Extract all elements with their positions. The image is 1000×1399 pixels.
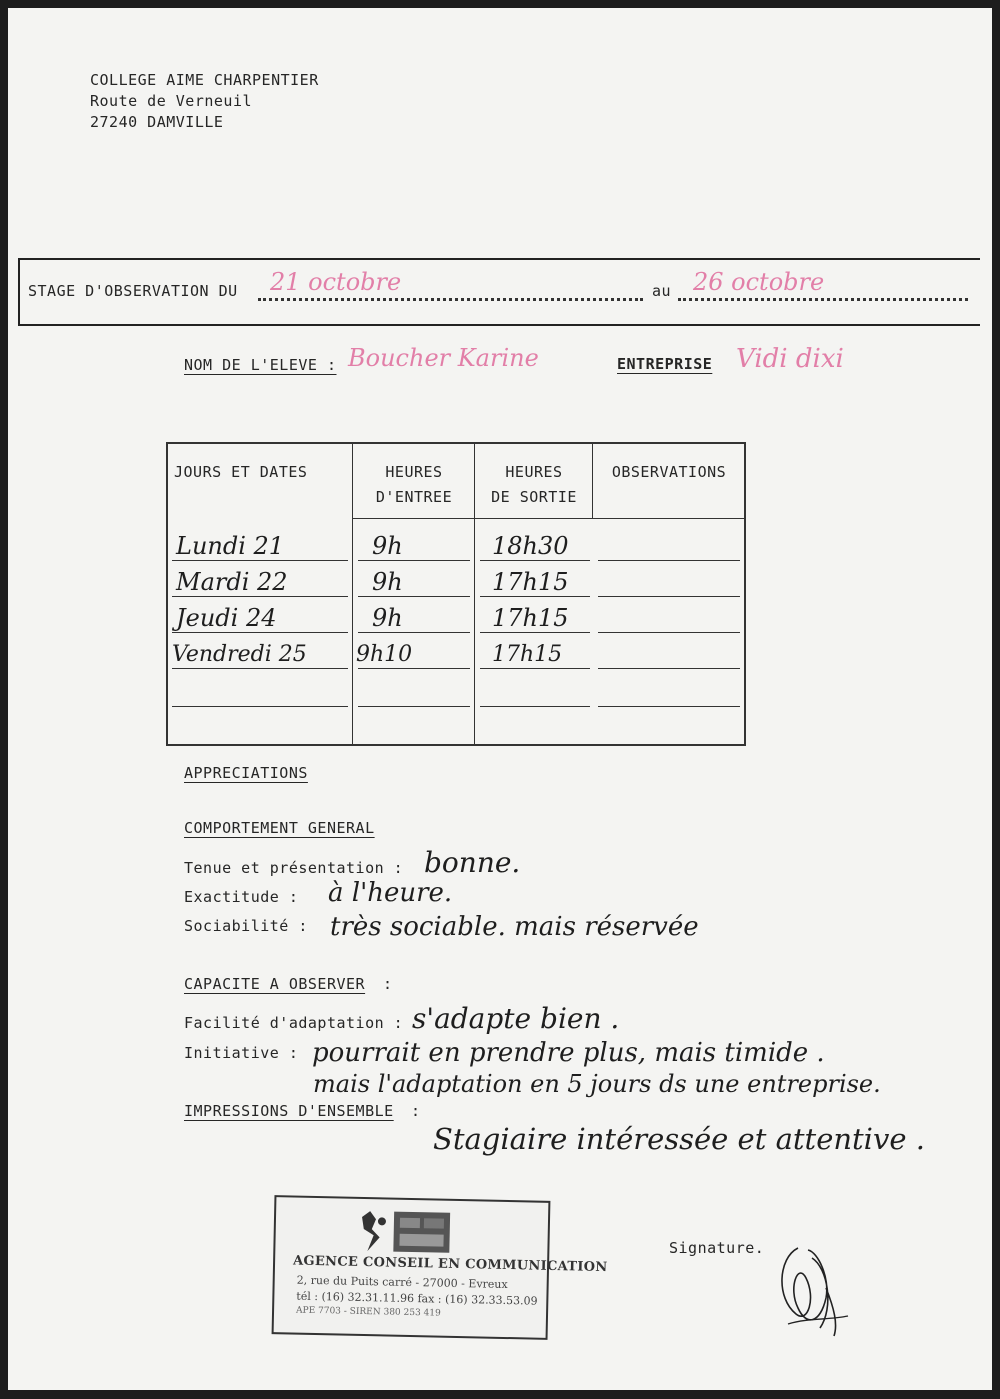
row-3-in: 9h	[372, 604, 403, 632]
facilite-value: s'adapte bien .	[412, 1002, 620, 1035]
row-rule	[172, 596, 348, 597]
table-column-divider	[592, 444, 593, 518]
schedule-table	[166, 442, 746, 746]
company-label: ENTREPRISE	[617, 355, 713, 373]
row-rule	[480, 632, 590, 633]
period-from-label: STAGE D'OBSERVATION DU	[28, 282, 238, 300]
initiative-value-line2: mais l'adaptation en 5 jours ds une entreprise.	[313, 1070, 881, 1098]
tenue-label: Tenue et présentation :	[184, 859, 404, 877]
tenue-value: bonne.	[424, 846, 521, 879]
period-to-date: 26 octobre	[693, 268, 825, 296]
school-name: COLLEGE AIME CHARPENTIER	[90, 71, 319, 89]
row-2-day: Mardi 22	[176, 568, 288, 596]
appreciations-title: APPRECIATIONS	[184, 764, 308, 782]
table-column-divider	[474, 444, 475, 744]
row-rule	[480, 560, 590, 561]
period-from-date: 21 octobre	[270, 268, 402, 296]
handwritten-signature	[768, 1228, 858, 1338]
header-observations: OBSERVATIONS	[611, 463, 727, 481]
row-rule	[358, 706, 470, 707]
period-to-dotted-line	[678, 298, 968, 301]
document-page	[8, 8, 992, 1390]
row-4-in: 9h10	[356, 642, 413, 667]
row-2-in: 9h	[372, 568, 403, 596]
row-rule	[358, 668, 470, 669]
row-rule	[480, 668, 590, 669]
row-1-in: 9h	[372, 532, 403, 560]
row-2-out: 17h15	[492, 568, 569, 596]
row-rule	[172, 706, 348, 707]
header-heures-entree: HEURES D'ENTREE	[375, 463, 453, 506]
school-street: Route de Verneuil	[90, 92, 253, 110]
initiative-value-line1: pourrait en prendre plus, mais timide .	[312, 1038, 825, 1068]
row-rule	[598, 706, 740, 707]
company-value: Vidi dixi	[736, 344, 844, 374]
general-behaviour-title: COMPORTEMENT GENERAL	[184, 819, 375, 837]
stamp-logo-icon	[355, 1207, 456, 1259]
row-3-day: Jeudi 24	[176, 604, 277, 632]
header-jours-dates: JOURS ET DATES	[174, 463, 308, 481]
sociabilite-value: très sociable. mais réservée	[330, 912, 699, 942]
sociabilite-label: Sociabilité :	[184, 917, 308, 935]
student-name-label: NOM DE L'ELEVE :	[184, 356, 337, 374]
row-3-out: 17h15	[492, 604, 569, 632]
row-rule	[172, 632, 348, 633]
row-rule	[358, 596, 470, 597]
capacite-colon: :	[383, 975, 393, 993]
student-name-value: Boucher Karine	[348, 344, 539, 372]
row-rule	[172, 668, 348, 669]
stamp-company-name: AGENCE CONSEIL EN COMMUNICATION	[292, 1253, 608, 1276]
impressions-value: Stagiaire intéressée et attentive .	[433, 1122, 925, 1156]
exactitude-value: à l'heure.	[328, 878, 453, 908]
initiative-label: Initiative :	[184, 1044, 299, 1062]
row-rule	[358, 560, 470, 561]
stamp-siren: APE 7703 - SIREN 380 253 419	[295, 1305, 441, 1319]
period-from-dotted-line	[258, 298, 643, 301]
stamp-address: 2, rue du Puits carré - 27000 - Evreux	[296, 1273, 508, 1292]
row-rule	[598, 668, 740, 669]
row-rule	[598, 596, 740, 597]
row-4-out: 17h15	[492, 642, 563, 667]
stamp-phone-fax: tél : (16) 32.31.11.96 fax : (16) 32.33.53.09	[296, 1289, 538, 1308]
row-rule	[358, 632, 470, 633]
row-4-day: Vendredi 25	[172, 642, 307, 667]
signature-label: Signature.	[669, 1239, 765, 1257]
row-rule	[480, 596, 590, 597]
capacite-title: CAPACITE A OBSERVER	[184, 975, 366, 993]
facilite-label: Facilité d'adaptation :	[184, 1014, 404, 1032]
company-stamp	[272, 1195, 608, 1340]
exactitude-label: Exactitude :	[184, 888, 299, 906]
school-city: 27240 DAMVILLE	[90, 113, 224, 131]
header-heures-sortie: HEURES DE SORTIE	[491, 463, 577, 506]
impressions-label: IMPRESSIONS D'ENSEMBLE	[184, 1102, 394, 1120]
table-column-divider	[352, 444, 353, 744]
row-rule	[598, 632, 740, 633]
row-rule	[172, 560, 348, 561]
row-rule	[598, 560, 740, 561]
impressions-colon: :	[411, 1102, 421, 1120]
period-to-label: au	[652, 282, 672, 300]
row-1-day: Lundi 21	[176, 532, 285, 560]
row-1-out: 18h30	[492, 532, 569, 560]
table-header-rule	[352, 518, 744, 519]
row-rule	[480, 706, 590, 707]
